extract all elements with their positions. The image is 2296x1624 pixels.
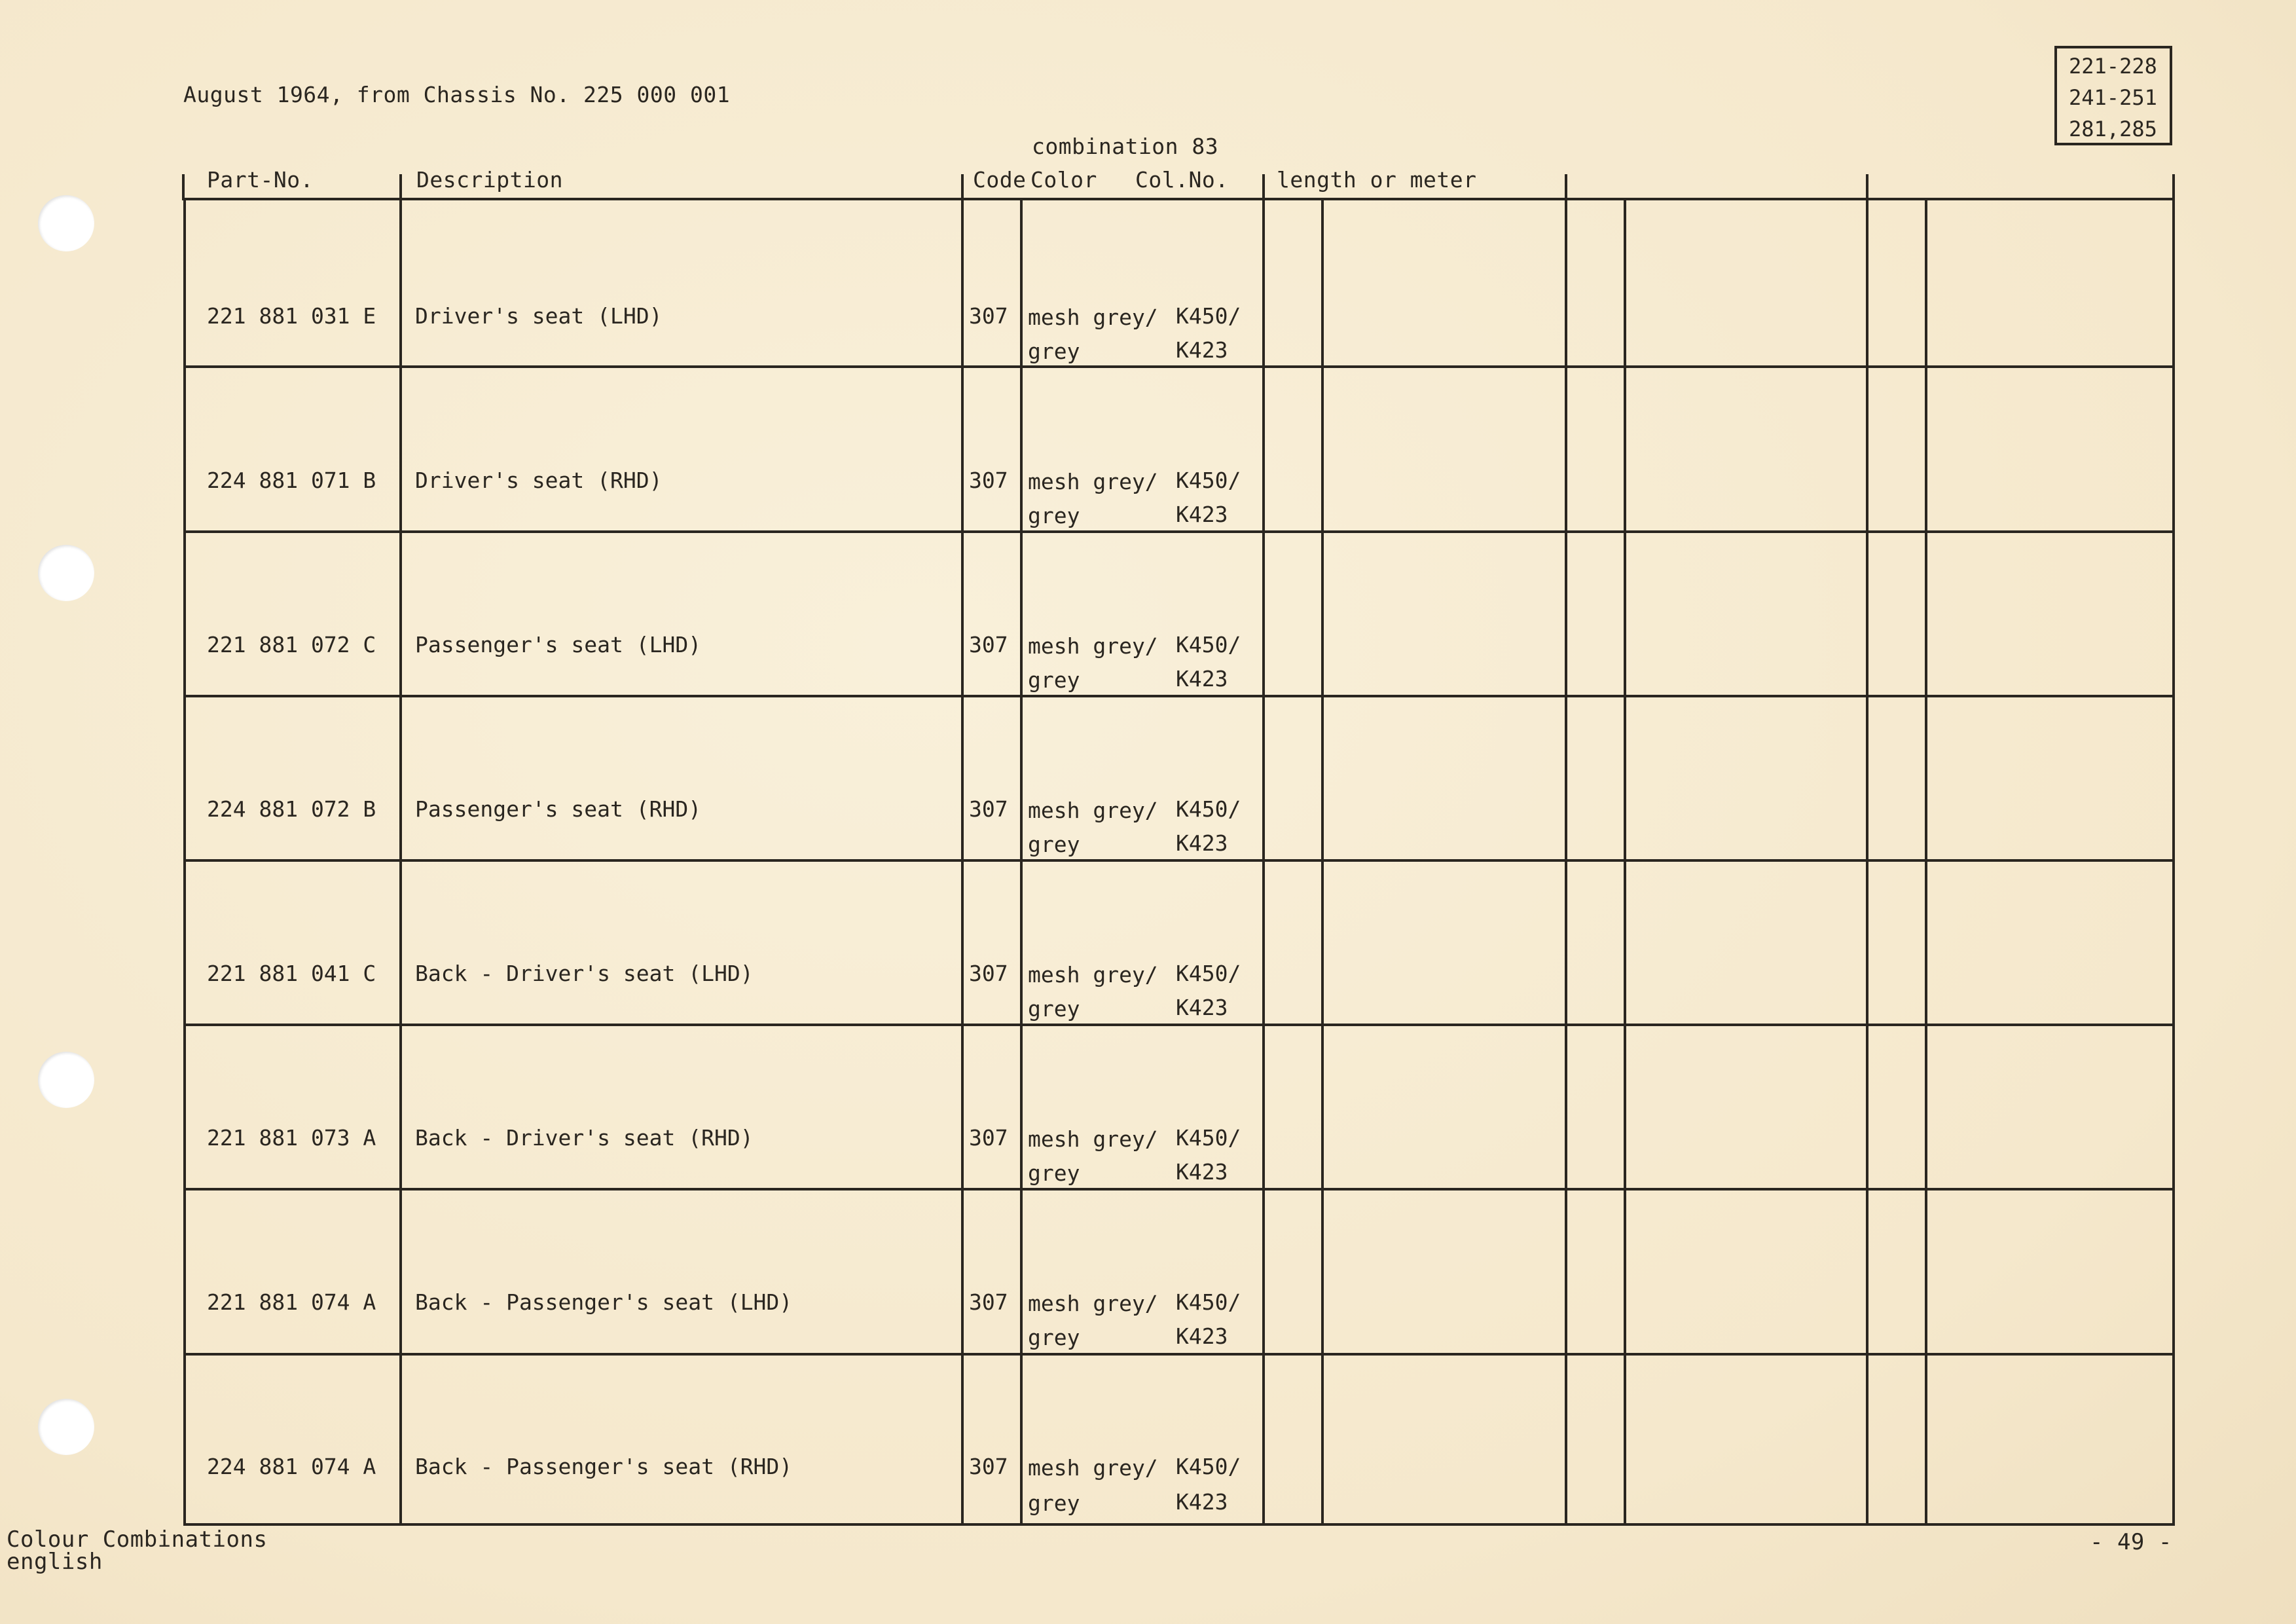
color-number: K450/ [1176,961,1241,986]
color-number: K423 [1176,1159,1228,1185]
col-header-col-no: Col.No. [1135,167,1229,193]
color-number: K450/ [1176,632,1241,657]
column-line [961,198,964,1526]
column-line [1020,198,1023,1526]
part-number: 221 881 041 C [207,961,376,986]
color-name: grey [1028,1160,1080,1186]
description: Passenger's seat (LHD) [415,632,702,657]
part-number: 221 881 073 A [207,1125,376,1151]
color-name: mesh grey/ [1028,633,1158,659]
column-line [1925,198,1927,1526]
color-name: mesh grey/ [1028,798,1158,823]
color-name: mesh grey/ [1028,1126,1158,1152]
color-number: K423 [1176,666,1228,692]
part-number: 221 881 031 E [207,303,376,329]
header-tick [1866,174,1868,200]
page-number: - 49 - [2090,1529,2172,1555]
footer-title: Colour Combinations [7,1526,268,1553]
header-tick [399,174,402,200]
column-line [399,198,402,1526]
color-number: K450/ [1176,468,1241,493]
footer-language: english [7,1549,103,1575]
color-name: grey [1028,503,1080,528]
date-line: August 1964, from Chassis No. 225 000 001 [183,82,731,107]
color-name: mesh grey/ [1028,304,1158,330]
color-number: K423 [1176,995,1228,1020]
description: Back - Passenger's seat (LHD) [415,1289,793,1315]
header-tick [2172,174,2175,200]
description: Passenger's seat (RHD) [415,796,702,822]
row-line [183,859,2175,862]
combination-label: combination 83 [1032,134,1219,159]
color-number: K423 [1176,1489,1228,1515]
col-header-length: length or meter [1277,167,1477,193]
color-name: grey [1028,1490,1080,1516]
part-number: 224 881 071 B [207,468,376,493]
row-line [183,695,2175,697]
color-number: K450/ [1176,1289,1241,1315]
color-number: K423 [1176,830,1228,856]
color-number: K423 [1176,502,1228,527]
model-code: 241-251 [2069,85,2157,110]
column-line [1866,198,1868,1526]
column-line [1565,198,1567,1526]
color-name: mesh grey/ [1028,1291,1158,1316]
description: Back - Driver's seat (RHD) [415,1125,754,1151]
model-code-box [2054,46,2172,145]
model-code: 221-228 [2069,54,2157,79]
col-header-description: Description [416,167,564,193]
color-code: 307 [969,796,1008,822]
color-number: K450/ [1176,1454,1241,1479]
color-number: K450/ [1176,796,1241,822]
description: Back - Driver's seat (LHD) [415,961,754,986]
color-number: K450/ [1176,1125,1241,1151]
color-name: mesh grey/ [1028,469,1158,494]
description: Driver's seat (RHD) [415,468,663,493]
color-name: mesh grey/ [1028,1455,1158,1481]
column-line [1624,198,1626,1526]
part-number: 224 881 074 A [207,1454,376,1479]
color-code: 307 [969,1289,1008,1315]
row-line [183,365,2175,368]
row-line [183,1024,2175,1026]
color-code: 307 [969,961,1008,986]
color-code: 307 [969,468,1008,493]
part-number: 224 881 072 B [207,796,376,822]
column-line [1262,198,1265,1526]
color-code: 307 [969,303,1008,329]
header-tick [1262,174,1265,200]
binder-hole [38,545,94,601]
color-number: K450/ [1176,303,1241,329]
color-code: 307 [969,1125,1008,1151]
part-number: 221 881 072 C [207,632,376,657]
row-line [183,1353,2175,1356]
part-number: 221 881 074 A [207,1289,376,1315]
color-name: grey [1028,832,1080,857]
color-number: K423 [1176,337,1228,363]
color-name: grey [1028,339,1080,364]
binder-hole [38,195,94,251]
color-name: mesh grey/ [1028,962,1158,987]
color-code: 307 [969,1454,1008,1479]
color-name: grey [1028,996,1080,1022]
header-tick [182,174,185,200]
color-number: K423 [1176,1323,1228,1349]
color-name: grey [1028,1325,1080,1350]
col-header-code: Code [973,167,1027,193]
description: Driver's seat (LHD) [415,303,663,329]
header-tick [1565,174,1567,200]
color-name: grey [1028,667,1080,693]
row-line [183,1188,2175,1190]
row-line [183,530,2175,533]
color-code: 307 [969,632,1008,657]
binder-hole [38,1399,94,1455]
binder-hole [38,1052,94,1108]
column-line [1321,198,1324,1526]
description: Back - Passenger's seat (RHD) [415,1454,793,1479]
col-header-color: Color [1030,167,1097,193]
header-tick [961,174,964,200]
col-header-part-no: Part-No. [207,167,314,193]
model-code: 281,285 [2069,117,2157,141]
